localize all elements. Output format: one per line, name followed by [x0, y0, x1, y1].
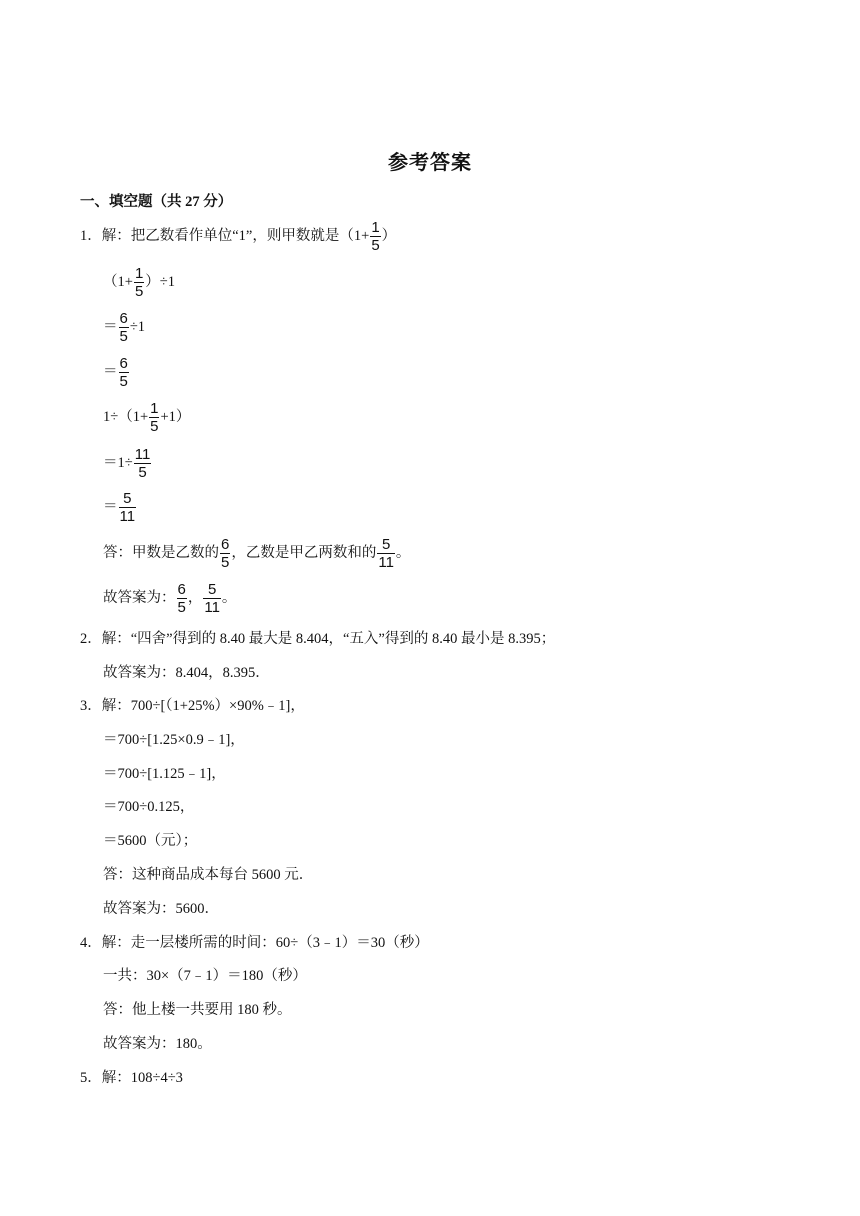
text: ＝1÷	[103, 455, 133, 471]
numerator: 6	[221, 535, 230, 553]
text: ÷1	[129, 319, 146, 335]
page-title: 参考答案	[388, 152, 472, 174]
text: 答：甲数是乙数的	[103, 545, 219, 561]
q3-line-5: ＝5600（元）；	[103, 833, 198, 849]
q1-line-7	[103, 489, 137, 525]
text: ＝	[103, 364, 118, 380]
numerator: 5	[381, 535, 391, 553]
denominator: 5	[119, 372, 128, 390]
q5-line-1: 5．解：108÷4÷3	[80, 1070, 183, 1086]
text: ＝	[103, 319, 118, 335]
q2-answer-line: 故答案为：8.404，8.395．	[103, 665, 270, 681]
section-heading: 一、填空题（共 27 分）	[80, 194, 233, 210]
q4-line-1: 4．解：走一层楼所需的时间：60÷（3﹣1）＝30（秒）	[80, 935, 429, 951]
text: 故答案为：	[103, 590, 176, 606]
text: 。	[395, 545, 411, 561]
q4-answer-line: 答：他上楼一共要用 180 秒。	[103, 1002, 292, 1018]
fraction	[203, 582, 221, 615]
text: ，	[187, 590, 203, 606]
text: 1．解：把乙数看作单位“1”，则甲数就是（1+	[80, 228, 370, 244]
q3-line-1: 3．解：700÷[（1+25%）×90%﹣1]，	[80, 698, 305, 714]
numerator: 1	[371, 218, 380, 236]
fraction	[119, 356, 129, 389]
q1-line-2	[103, 264, 175, 300]
q1-final-answer-line	[103, 580, 237, 616]
q4-final-answer-line: 故答案为：180。	[103, 1036, 212, 1052]
text: ）÷1	[145, 274, 175, 290]
denominator: 5	[150, 417, 159, 435]
q3-line-3: ＝700÷[1.125﹣1]，	[103, 766, 226, 782]
text: ＝	[103, 499, 118, 515]
q3-final-answer-line: 故答案为：5600．	[103, 901, 219, 917]
q1-answer-line	[103, 535, 411, 571]
numerator: 6	[119, 309, 128, 327]
fraction	[149, 401, 159, 434]
numerator: 6	[177, 580, 186, 598]
numerator: 11	[134, 445, 151, 463]
fraction	[220, 537, 230, 570]
denominator: 5	[177, 598, 186, 616]
denominator: 5	[119, 327, 128, 345]
fraction	[119, 491, 137, 524]
denominator: 5	[371, 236, 380, 254]
denominator: 5	[138, 463, 147, 481]
text: 。	[221, 590, 237, 606]
denominator: 11	[119, 507, 136, 525]
q3-line-4: ＝700÷0.125，	[103, 799, 195, 815]
q1-line-1	[80, 218, 397, 254]
fraction	[377, 537, 395, 570]
text: ）	[381, 228, 397, 244]
fraction	[370, 220, 380, 253]
q4-line-2: 一共：30×（7﹣1）＝180（秒）	[103, 968, 307, 984]
fraction	[134, 447, 152, 480]
q3-answer-line: 答：这种商品成本每台 5600 元．	[103, 867, 314, 883]
fraction	[119, 311, 129, 344]
text: ，乙数是甲乙两数和的	[231, 545, 377, 561]
q1-line-6	[103, 445, 152, 481]
q1-line-3	[103, 309, 146, 345]
numerator: 6	[119, 354, 128, 372]
denominator: 11	[204, 598, 220, 616]
q1-line-4	[103, 354, 130, 390]
numerator: 1	[150, 399, 159, 417]
text: 1÷（1+	[103, 409, 149, 425]
numerator: 5	[123, 489, 132, 507]
fraction	[177, 582, 187, 615]
numerator: 5	[207, 580, 217, 598]
denominator: 11	[378, 553, 394, 571]
denominator: 5	[221, 553, 230, 571]
denominator: 5	[134, 282, 144, 300]
text: +1）	[160, 409, 191, 425]
text: （1+	[103, 274, 133, 290]
q2-line-1: 2．解：“四舍”得到的 8.40 最大是 8.404，“五入”得到的 8.40 最小是 8.395；	[80, 631, 556, 647]
numerator: 1	[134, 264, 144, 282]
fraction	[134, 266, 144, 299]
q1-line-5	[103, 399, 191, 435]
q3-line-2: ＝700÷[1.25×0.9﹣1]，	[103, 732, 245, 748]
